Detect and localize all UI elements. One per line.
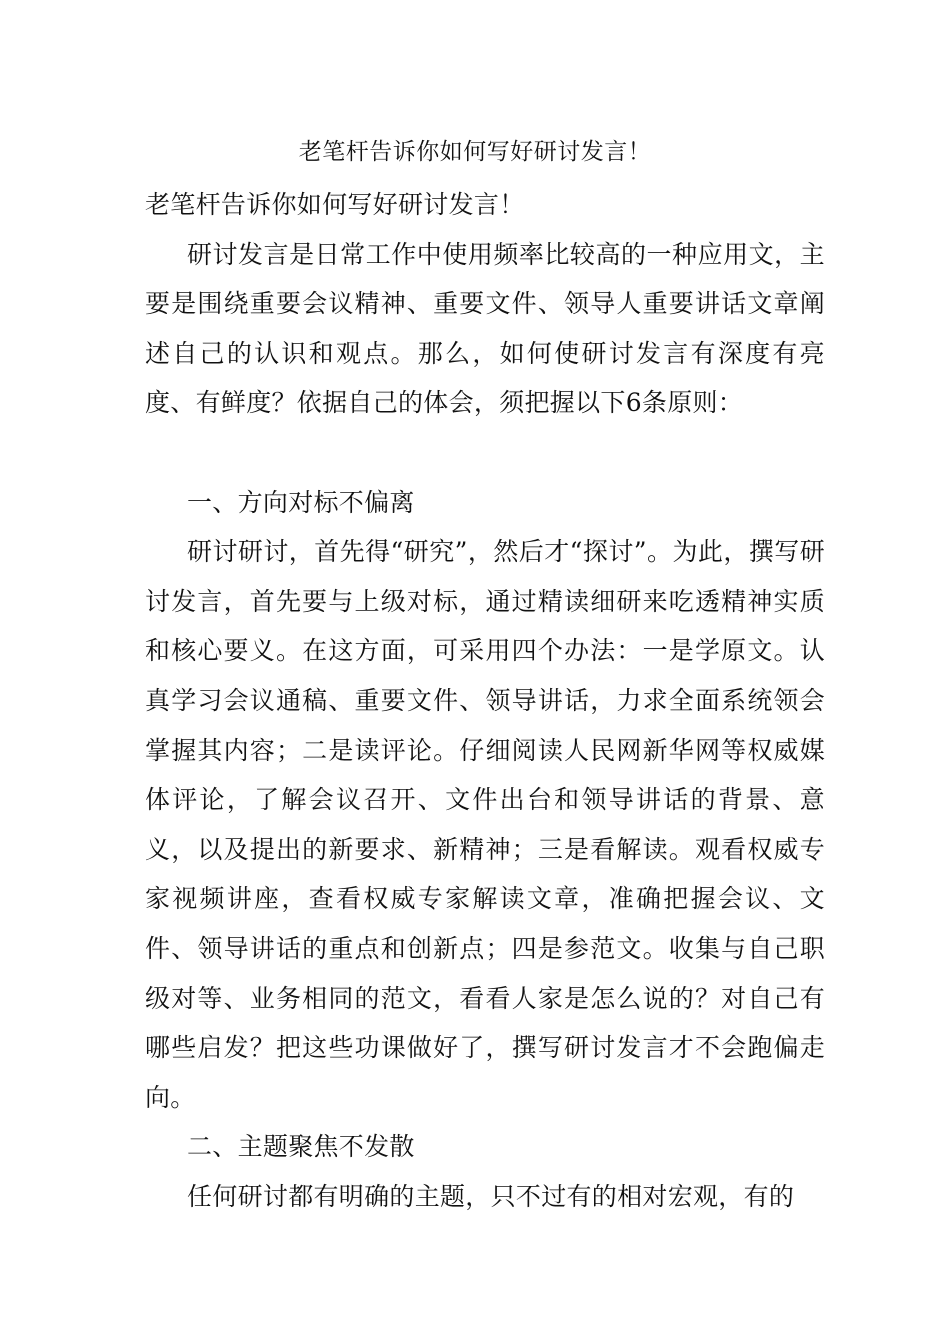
section-heading-2: 二、主题聚焦不发散 [187, 1132, 415, 1162]
document-subtitle: 老笔杆告诉你如何写好研讨发言！ [145, 190, 525, 219]
section-body-1: 研讨研讨，首先得“研究”，然后才“探讨”。为此，撰写研讨发言，首先要与上级对标，通过精读细研来吃透精神实质和核心要义。在这方面，可采用四个办法：一是学原文。认真学习会议通稿、重要文件、领导讲话，力求全面系统领会掌握其内容；二是读评论。仔细阅读人民网新华网等权威媒体评论，了解会议召开、文件出台和领导讲话的背景、意义，以及提出的新要求、新精神；三是看解读。观看权威专家视频讲座，查看权威专家解读文章，准确把握会议、文件、领导讲话的重点和创新点；四是参范文。收集与自己职级对等、业务相同的范文，看看人家是怎么说的？对自己有哪些启发？把这些功课做好了，撰写研讨发言才不会跑偏走向。 [145, 537, 825, 1112]
document-title: 老笔杆告诉你如何写好研讨发言！ [298, 139, 652, 165]
section-heading-1: 一、方向对标不偏离 [187, 487, 415, 517]
document-body [145, 180, 825, 1221]
paragraph-spacer [145, 428, 825, 478]
section-body-2: 任何研讨都有明确的主题，只不过有的相对宏观，有的 [187, 1181, 795, 1211]
intro-paragraph: 研讨发言是日常工作中使用频率比较高的一种应用文，主要是围绕重要会议精神、重要文件、领导人重要讲话文章阐述自己的认识和观点。那么，如何使研讨发言有深度有亮度、有鲜度？依据自己的体会，须把握以下6条原则： [145, 239, 825, 418]
